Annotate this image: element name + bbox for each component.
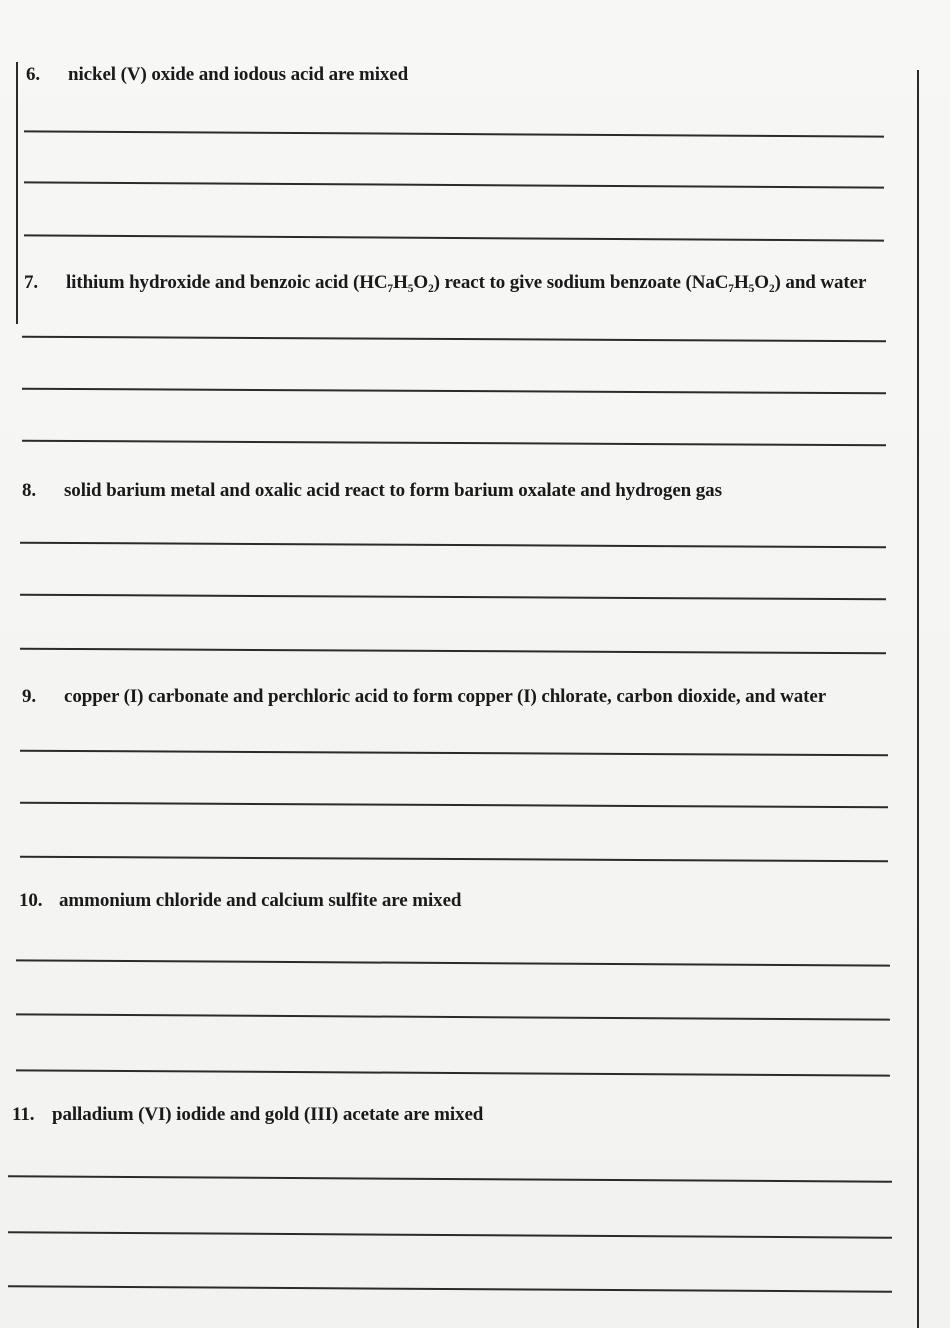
question-6 — [26, 64, 408, 86]
question-number: 10. — [19, 890, 43, 911]
answer-line[interactable] — [24, 130, 884, 137]
answer-line[interactable] — [20, 750, 888, 756]
question-number: 6. — [26, 64, 41, 85]
question-text: solid barium metal and oxalic acid react to form barium oxalate and hydrogen gas — [64, 480, 722, 501]
answer-line[interactable] — [22, 336, 886, 342]
question-text: nickel (V) oxide and iodous acid are mixed — [68, 64, 409, 85]
question-text: copper (I) carbonate and perchloric acid to form copper (I) chlorate, carbon dioxide, and water — [64, 686, 827, 707]
question-number: 7. — [24, 272, 39, 293]
question-number: 8. — [22, 480, 37, 501]
question-text: lithium hydroxide and benzoic acid (HC₇H₅O₂) react to give sodium benzoate (NaC₇H₅O₂) and water — [66, 272, 867, 293]
answer-line[interactable] — [8, 1175, 892, 1182]
question-text: ammonium chloride and calcium sulfite are mixed — [59, 890, 462, 911]
answer-line[interactable] — [24, 181, 884, 188]
answer-line[interactable] — [22, 440, 886, 446]
question-8 — [22, 480, 722, 502]
answer-line[interactable] — [20, 856, 888, 862]
question-9 — [22, 686, 826, 708]
answer-line[interactable] — [24, 234, 884, 241]
answer-line[interactable] — [16, 1069, 890, 1076]
question-number: 11. — [12, 1104, 35, 1125]
answer-line[interactable] — [16, 959, 890, 966]
left-margin-border — [16, 62, 18, 324]
question-7 — [24, 272, 866, 294]
question-10 — [19, 890, 461, 912]
answer-line[interactable] — [20, 542, 886, 548]
question-text: palladium (VI) iodide and gold (III) acetate are mixed — [52, 1104, 484, 1125]
answer-line[interactable] — [22, 388, 886, 394]
answer-line[interactable] — [8, 1231, 892, 1238]
question-11 — [12, 1104, 483, 1126]
answer-line[interactable] — [8, 1285, 892, 1292]
question-number: 9. — [22, 686, 37, 707]
answer-line[interactable] — [16, 1013, 890, 1020]
right-margin-border — [917, 70, 919, 1328]
answer-line[interactable] — [20, 594, 886, 600]
answer-line[interactable] — [20, 648, 886, 654]
answer-line[interactable] — [20, 802, 888, 808]
